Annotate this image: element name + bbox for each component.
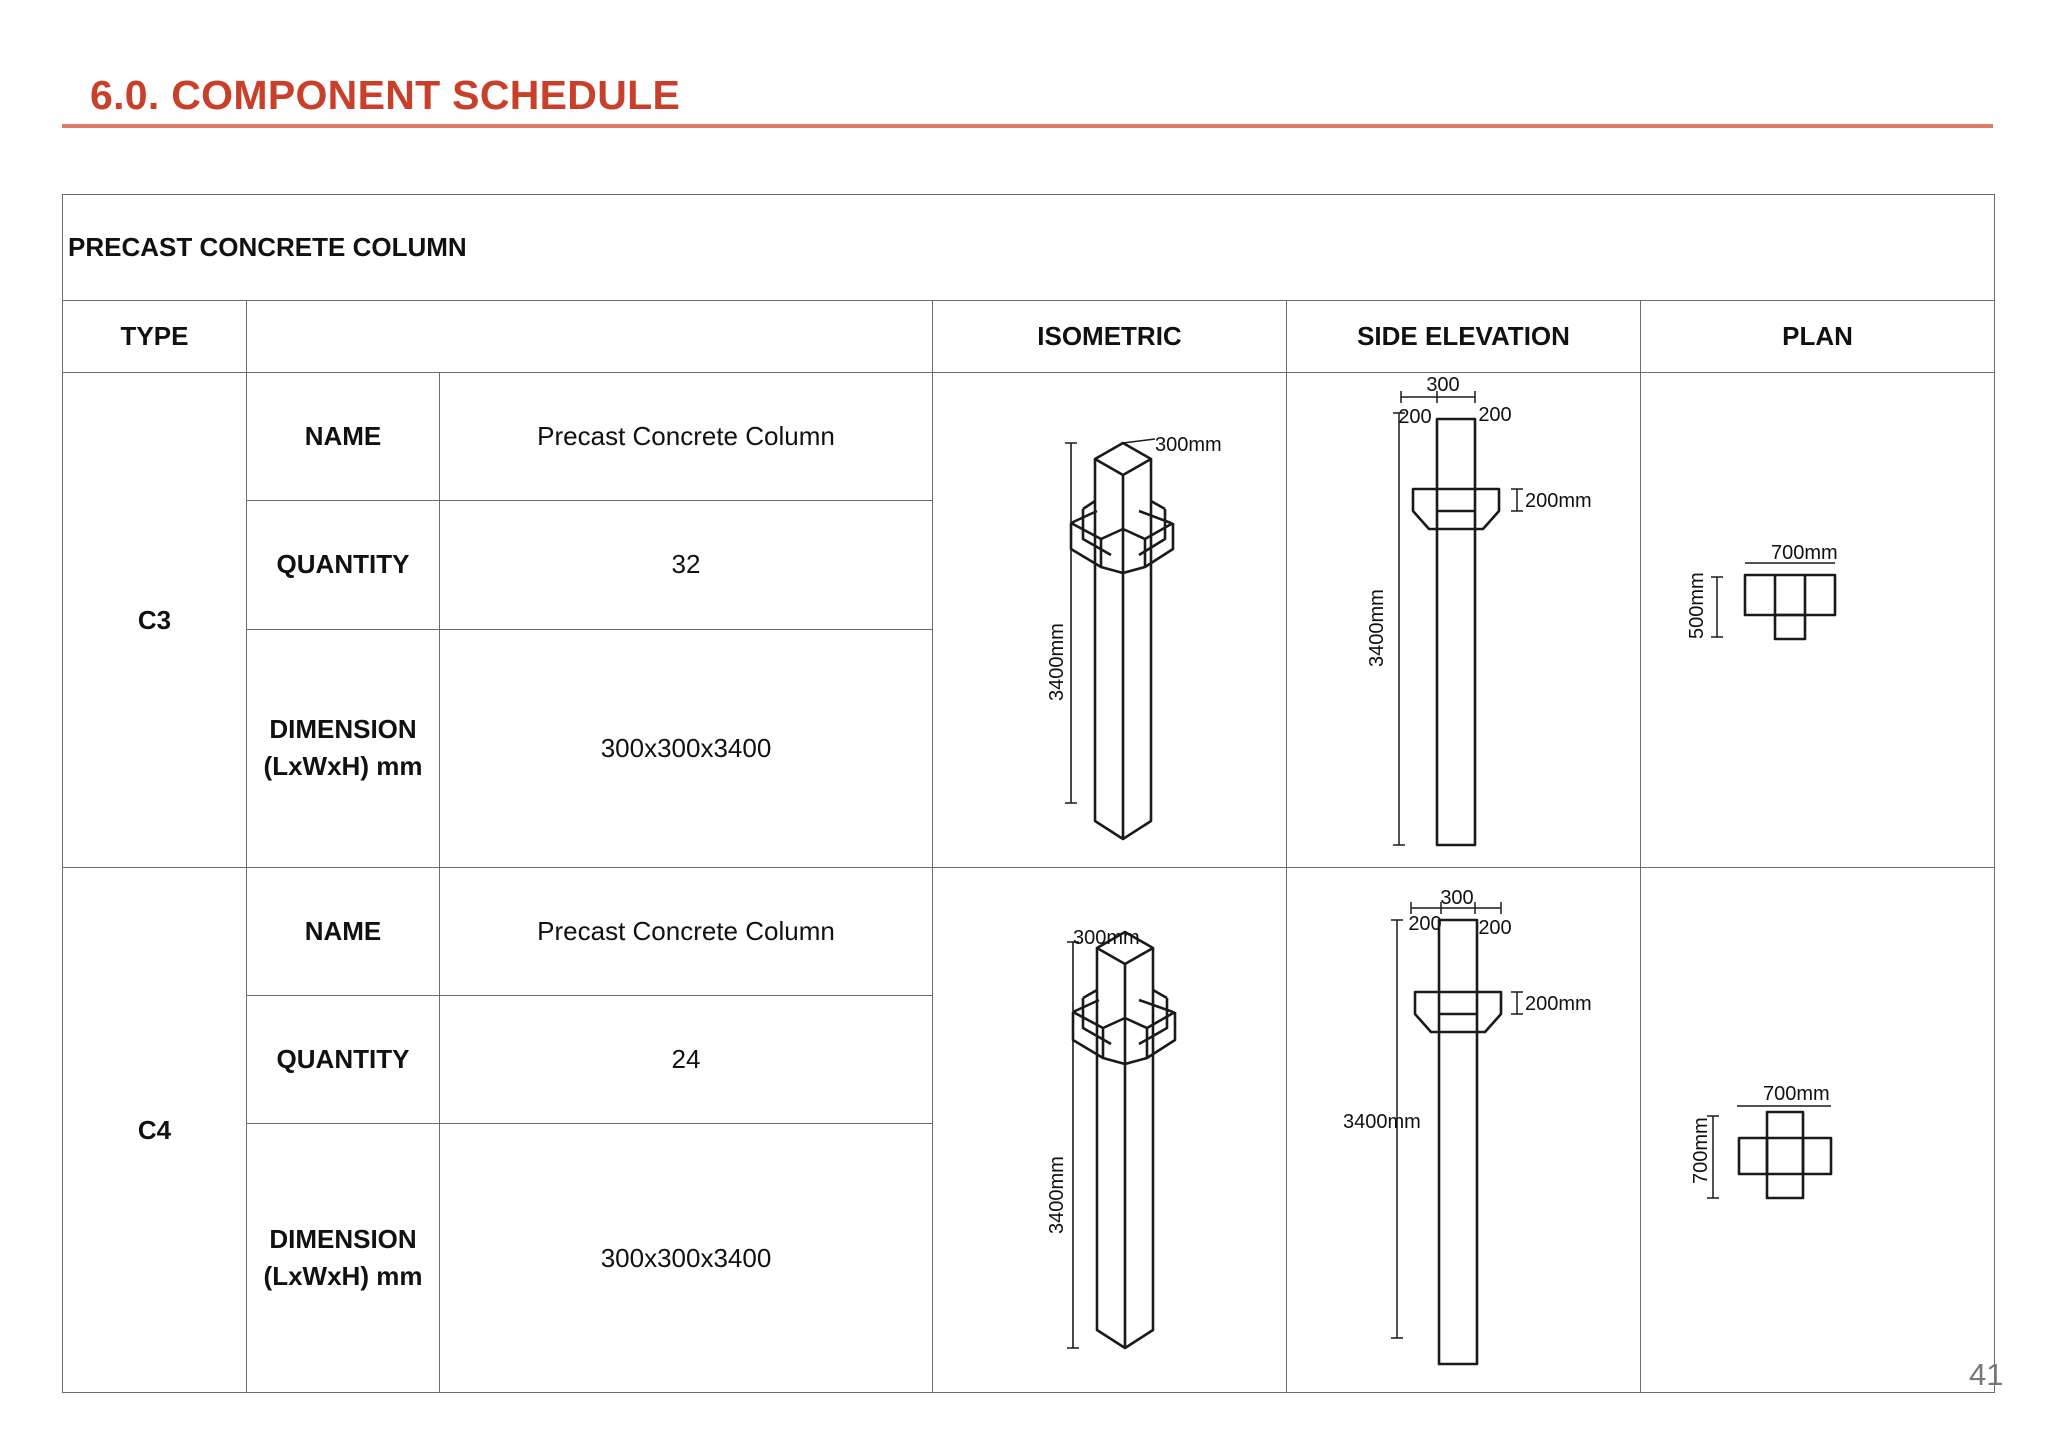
dimension-value: 300x300x3400 — [440, 629, 933, 868]
elevation-right-dimension: 200 — [1478, 917, 1512, 939]
elevation-left-dimension: 200 — [1408, 913, 1442, 935]
elevation-top-dimension: 300 — [1426, 374, 1460, 396]
plan-depth-dimension: 500mm — [1686, 572, 1708, 639]
isometric-top-dimension: 300mm — [1155, 434, 1222, 456]
elevation-left-dimension: 200 — [1398, 406, 1432, 428]
isometric-top-dimension: 300mm — [1073, 927, 1140, 949]
name-label: NAME — [247, 373, 440, 501]
side-elevation-drawing-cell — [1287, 373, 1641, 868]
isometric-column-drawing — [933, 373, 1287, 867]
quantity-value: 24 — [440, 996, 933, 1124]
header-side-elevation: SIDE ELEVATION — [1287, 301, 1641, 373]
quantity-label: QUANTITY — [247, 501, 440, 629]
component-schedule-table — [62, 194, 1995, 1393]
elevation-top-dimension: 300 — [1440, 887, 1474, 909]
side-elevation-column-drawing — [1287, 373, 1641, 867]
table-row — [63, 868, 1995, 996]
name-value: Precast Concrete Column — [440, 373, 933, 501]
dimension-label — [247, 629, 440, 868]
elevation-height-dimension: 3400mm — [1366, 589, 1388, 667]
table-row — [63, 373, 1995, 501]
dimension-value: 300x300x3400 — [440, 1124, 933, 1393]
dimension-label — [247, 1124, 440, 1393]
side-elevation-drawing-cell — [1287, 868, 1641, 1393]
section-title: PRECAST CONCRETE COLUMN — [63, 195, 1995, 301]
header-details — [247, 301, 933, 373]
plan-drawing-cell — [1641, 373, 1995, 868]
isometric-height-dimension: 3400mm — [1046, 1156, 1068, 1234]
elevation-bracket-dimension: 200mm — [1525, 993, 1592, 1015]
header-plan: PLAN — [1641, 301, 1995, 373]
quantity-value: 32 — [440, 501, 933, 629]
elevation-bracket-dimension: 200mm — [1525, 490, 1592, 512]
page-title: 6.0. COMPONENT SCHEDULE — [90, 72, 681, 118]
isometric-drawing-cell — [933, 373, 1287, 868]
type-cell: C3 — [63, 373, 247, 868]
elevation-height-dimension: 3400mm — [1343, 1111, 1421, 1133]
quantity-label: QUANTITY — [247, 996, 440, 1124]
name-value: Precast Concrete Column — [440, 868, 933, 996]
isometric-drawing-cell — [933, 868, 1287, 1393]
page-number: 41 — [1969, 1357, 2004, 1392]
title-underline — [62, 124, 1993, 128]
dimension-label-line-1: DIMENSION — [269, 1224, 417, 1255]
name-label: NAME — [247, 868, 440, 996]
side-elevation-column-drawing — [1287, 868, 1641, 1392]
header-type: TYPE — [63, 301, 247, 373]
plan-column-drawing — [1641, 868, 1995, 1392]
plan-column-drawing — [1641, 373, 1995, 867]
elevation-right-dimension: 200 — [1478, 404, 1512, 426]
isometric-height-dimension: 3400mm — [1046, 623, 1068, 701]
dimension-label-line-1: DIMENSION — [269, 714, 417, 745]
dimension-label-line-2: (LxWxH) mm — [263, 1261, 423, 1292]
plan-drawing-cell — [1641, 868, 1995, 1393]
dimension-label-line-2: (LxWxH) mm — [263, 751, 423, 782]
plan-depth-dimension: 700mm — [1690, 1117, 1712, 1184]
plan-width-dimension: 700mm — [1763, 1083, 1830, 1105]
header-isometric: ISOMETRIC — [933, 301, 1287, 373]
type-cell: C4 — [63, 868, 247, 1393]
plan-width-dimension: 700mm — [1771, 542, 1838, 564]
isometric-column-drawing — [933, 868, 1287, 1392]
